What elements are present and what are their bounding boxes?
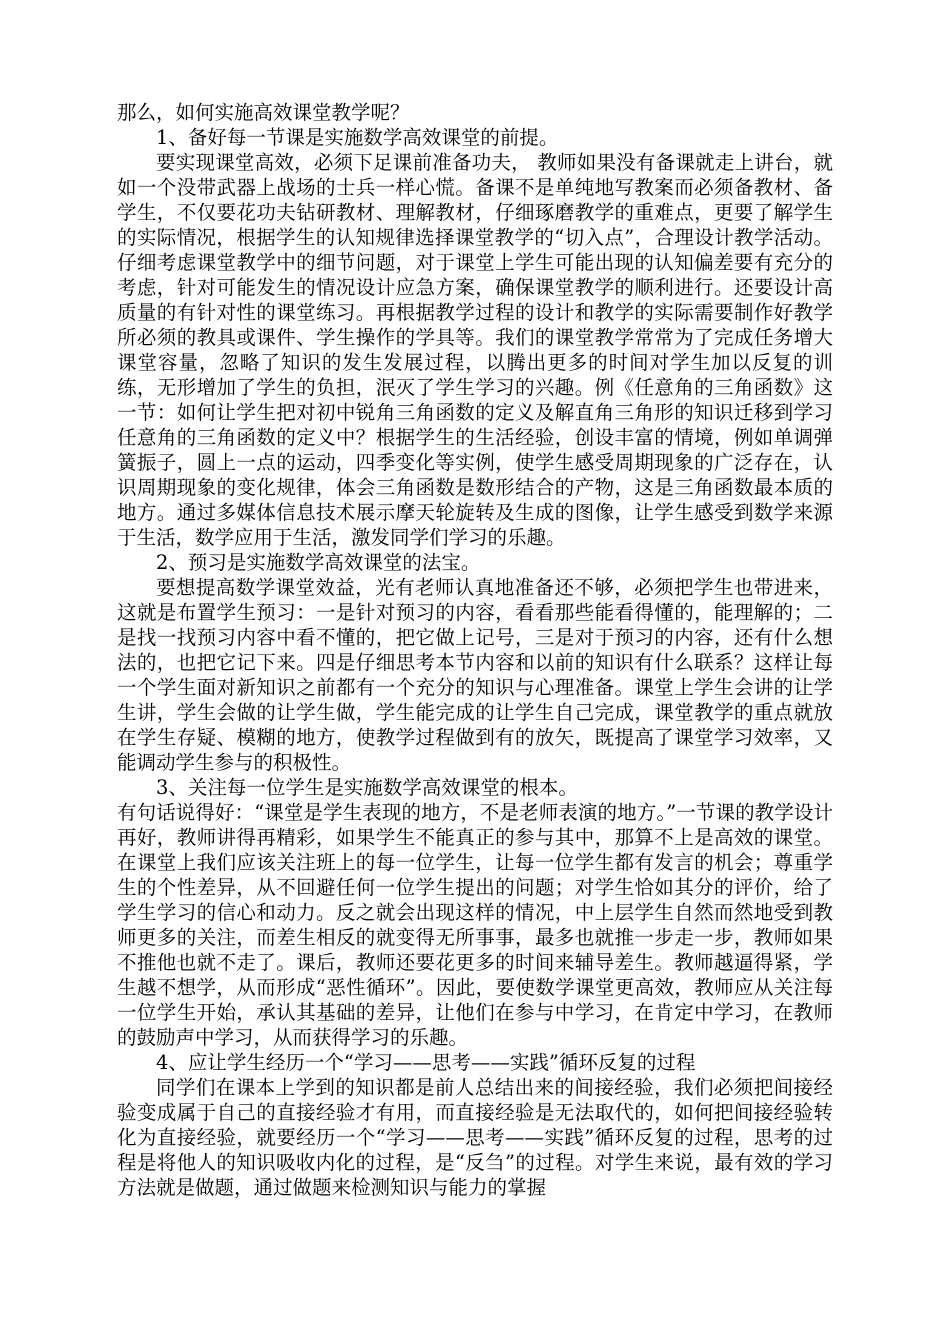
paragraph-intro-question: 那么，如何实施高效课堂教学呢？ (117, 101, 410, 124)
paragraph-point-4-body: 同学们在课本上学到的知识都是前人总结出来的间接经验，我们必须把间接经验变成属于自己的直接经验才有用，而直接经验是无法取代的，如何把间接经验转化为直接经验，就要经历一个“学习——思考——实践”循环反复的过程，思考的过程是将他人的知识吸收内化的过程，是“反刍”的过程。对学生来说，最有效的学习方法就是做题，通过做题来检测知识与能力的掌握 (117, 1076, 833, 1199)
document-body (117, 100, 833, 1200)
heading-point-3: 3、关注每一位学生是实施数学高效课堂的根本。 (156, 776, 578, 799)
paragraph-point-2-body: 要想提高数学课堂效益，光有老师认真地准备还不够，必须把学生也带进来，这就是布置学生预习：一是针对预习的内容，看看那些能看得懂的，能理解的；二是找一找预习内容中看不懂的，把它做上记号，三是对于预习的内容，还有什么想法的，也把它记下来。四是仔细思考本节内容和以前的知识有什么联系？这样让每一个学生面对新知识之前都有一个充分的知识与心理准备。课堂上学生会讲的让学生讲，学生会做的让学生做，学生能完成的让学生自己完成，课堂教学的重点就放在学生存疑、模糊的地方，使教学过程做到有的放矢，既提高了课堂学习效率，又能调动学生参与的积极性。 (117, 576, 833, 774)
heading-point-4: 4、应让学生经历一个“学习——思考——实践”循环反复的过程 (156, 1051, 696, 1074)
heading-point-2: 2、预习是实施数学高效课堂的法宝。 (156, 551, 481, 574)
paragraph-point-1-body: 要实现课堂高效，必须下足课前准备功夫， 教师如果没有备课就走上讲台，就如一个没带武器上战场的士兵一样心慌。备课不是单纯地写教案而必须备教材、备学生，不仅要花功夫钻研教材、理解教材，仔细琢磨教学的重难点，更要了解学生的实际情况，根据学生的认知规律选择课堂教学的“切入点”，合理设计教学活动。仔细考虑课堂教学中的细节问题，对于课堂上学生可能出现的认知偏差要有充分的考虑，针对可能发生的情况设计应急方案，确保课堂教学的顺利进行。还要设计高质量的有针对性的课堂练习。再根据教学过程的设计和教学的实际需要制作好教学所必须的教具或课件、学生操作的学具等。我们的课堂教学常常为了完成任务增大课堂容量，忽略了知识的发生发展过程，以腾出更多的时间对学生加以反复的训练，无形增加了学生的负担，泯灭了学生学习的兴趣。例《任意角的三角函数》这一节：如何让学生把对初中锐角三角函数的定义及解直角三角形的知识迁移到学习任意角的三角函数的定义中？根据学生的生活经验，创设丰富的情境，例如单调弹簧振子，圆上一点的运动，四季变化等实例，使学生感受周期现象的广泛存在，认识周期现象的变化规律，体会三角函数是数形结合的产物，这是三角函数最本质的地方。通过多媒体信息技术展示摩天轮旋转及生成的图像，让学生感受到数学来源于生活，数学应用于生活，激发同学们学习的乐趣。 (117, 151, 833, 549)
paragraph-point-3-body: 有句话说得好：“课堂是学生表现的地方，不是老师表演的地方。”一节课的教学设计再好，教师讲得再精彩，如果学生不能真正的参与其中，那算不上是高效的课堂。在课堂上我们应该关注班上的每一位学生，让每一位学生都有发言的机会；尊重学生的个性差异，从不回避任何一位学生提出的问题；对学生恰如其分的评价，给了学生学习的信心和动力。反之就会出现这样的情况，中上层学生自然而然地受到教师更多的关注，而差生相反的就变得无所事事，最多也就推一步走一步，教师如果不推他也就不走了。课后，教师还要花更多的时间来辅导差生。教师越逼得紧，学生越不想学，从而形成“恶性循环”。因此，要使数学课堂更高效，教师应从关注每一位学生开始，承认其基础的差异，让他们在参与中学习，在肯定中学习，在教师的鼓励声中学习，从而获得学习的乐趣。 (117, 801, 833, 1049)
heading-point-1: 1、备好每一节课是实施数学高效课堂的前提。 (156, 126, 559, 149)
